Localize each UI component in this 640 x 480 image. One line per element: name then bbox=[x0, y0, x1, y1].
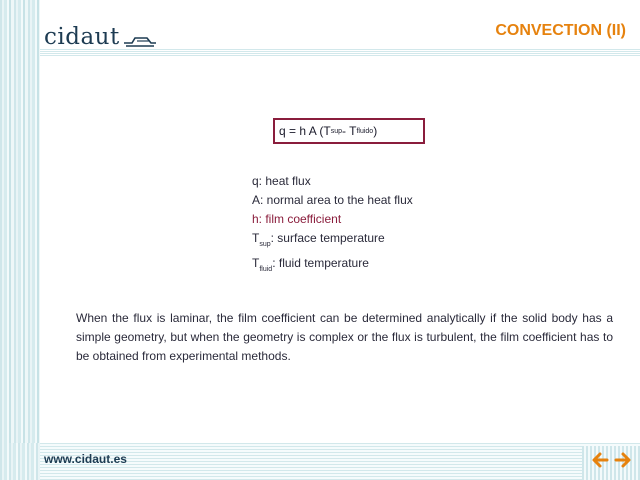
definition-fluid-temperature bbox=[252, 254, 413, 279]
logo-text: cidaut bbox=[44, 24, 120, 50]
footer-website-link[interactable]: www.cidaut.es bbox=[44, 452, 127, 466]
left-decorative-stripes bbox=[0, 0, 40, 480]
formula-lhs: q = h A (T bbox=[279, 124, 331, 138]
car-icon bbox=[123, 33, 157, 47]
convection-formula bbox=[273, 118, 425, 144]
definition-symbol: T bbox=[252, 231, 260, 245]
definition-area bbox=[252, 191, 413, 210]
formula-sub-sup: sup bbox=[330, 127, 342, 135]
definition-subscript: sup bbox=[259, 241, 271, 248]
arrow-left-icon[interactable] bbox=[590, 450, 610, 470]
definition-heat-flux bbox=[252, 172, 413, 191]
definition-text: q: heat flux bbox=[252, 174, 311, 188]
definition-film-coefficient bbox=[252, 210, 413, 229]
arrow-right-icon[interactable] bbox=[613, 450, 633, 470]
definition-text: A: normal area to the heat flux bbox=[252, 193, 413, 207]
footer-band bbox=[40, 443, 640, 480]
cidaut-logo bbox=[44, 20, 157, 50]
formula-end: ) bbox=[373, 124, 378, 138]
definition-text: : fluid temperature bbox=[272, 256, 369, 270]
definition-text: : surface temperature bbox=[270, 231, 385, 245]
slide-title: CONVECTION (II) bbox=[495, 22, 626, 39]
header-divider bbox=[40, 49, 640, 56]
formula-sub-fluido: fluido bbox=[356, 127, 374, 135]
definition-text: h: film coefficient bbox=[252, 212, 342, 226]
definitions-list bbox=[252, 172, 413, 279]
formula-mid: - T bbox=[342, 124, 357, 138]
definition-subscript: fluid bbox=[259, 266, 273, 273]
explanation-paragraph: When the flux is laminar, the film coefficient can be determined analytically if the solid body has a simple geometry, but when the geometry is complex or the flux is turbulent, the film coefficient has to be obtained from experimental methods. bbox=[76, 311, 613, 363]
definition-surface-temperature bbox=[252, 229, 413, 254]
definition-symbol: T bbox=[252, 256, 260, 270]
